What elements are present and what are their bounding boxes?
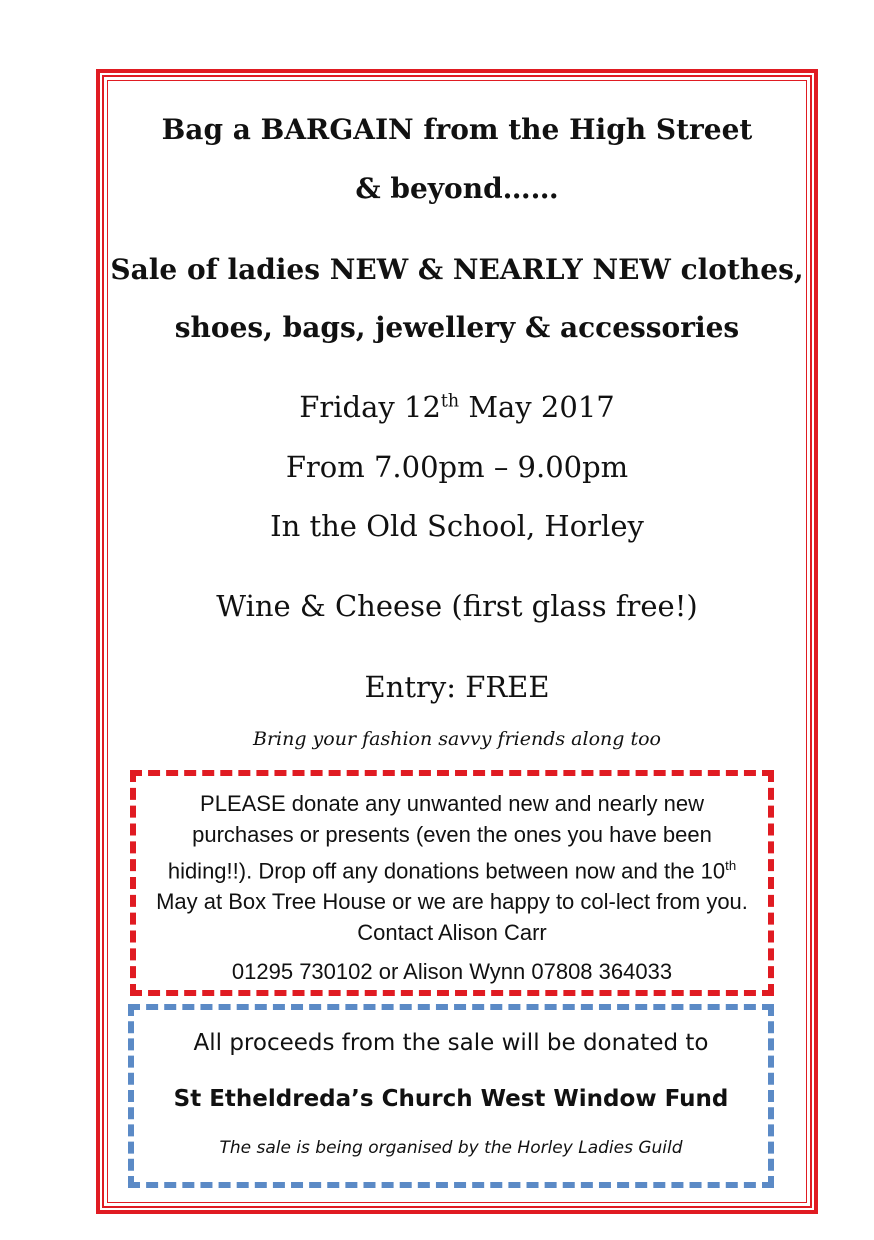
headline-line2: & beyond…… <box>355 172 559 205</box>
event-date-month-year: May 2017 <box>459 390 615 424</box>
event-venue: In the Old School, Horley <box>270 509 644 543</box>
donation-text-part2: May at Box Tree House or we are happy to col-lect from you. Contact Alison Carr <box>156 889 748 946</box>
event-time: From 7.00pm – 9.00pm <box>285 450 629 484</box>
event-date-day: Friday 12 <box>299 390 441 424</box>
headline-line1: Bag a BARGAIN from the High Street <box>161 113 753 146</box>
event-date <box>107 390 807 424</box>
donation-text <box>150 788 754 948</box>
event-date-ordinal: th <box>440 391 460 412</box>
donation-box <box>130 770 774 996</box>
sale-line2: shoes, bags, jewellery & accessories <box>174 311 740 344</box>
proceeds-intro: All proceeds from the sale will be donated to <box>193 1030 709 1056</box>
proceeds-organiser: The sale is being organised by the Horley Ladies Guild <box>219 1138 683 1158</box>
sale-line1: Sale of ladies NEW & NEARLY NEW clothes, <box>110 253 804 286</box>
event-refreshments: Wine & Cheese (first glass free!) <box>216 589 698 623</box>
donation-text-ordinal: th <box>725 858 737 873</box>
event-tagline: Bring your fashion savvy friends along too <box>253 728 661 750</box>
proceeds-fund: St Etheldreda’s Church West Window Fund <box>173 1086 729 1112</box>
event-entry: Entry: FREE <box>364 670 550 704</box>
donation-text-part1: PLEASE donate any unwanted new and nearly new purchases or presents (even the ones you have been hiding!!). Drop off any donations between now and the 10 <box>167 791 726 884</box>
donation-phone: 01295 730102 or Alison Wynn 07808 364033 <box>231 959 673 984</box>
proceeds-box <box>128 1004 774 1188</box>
